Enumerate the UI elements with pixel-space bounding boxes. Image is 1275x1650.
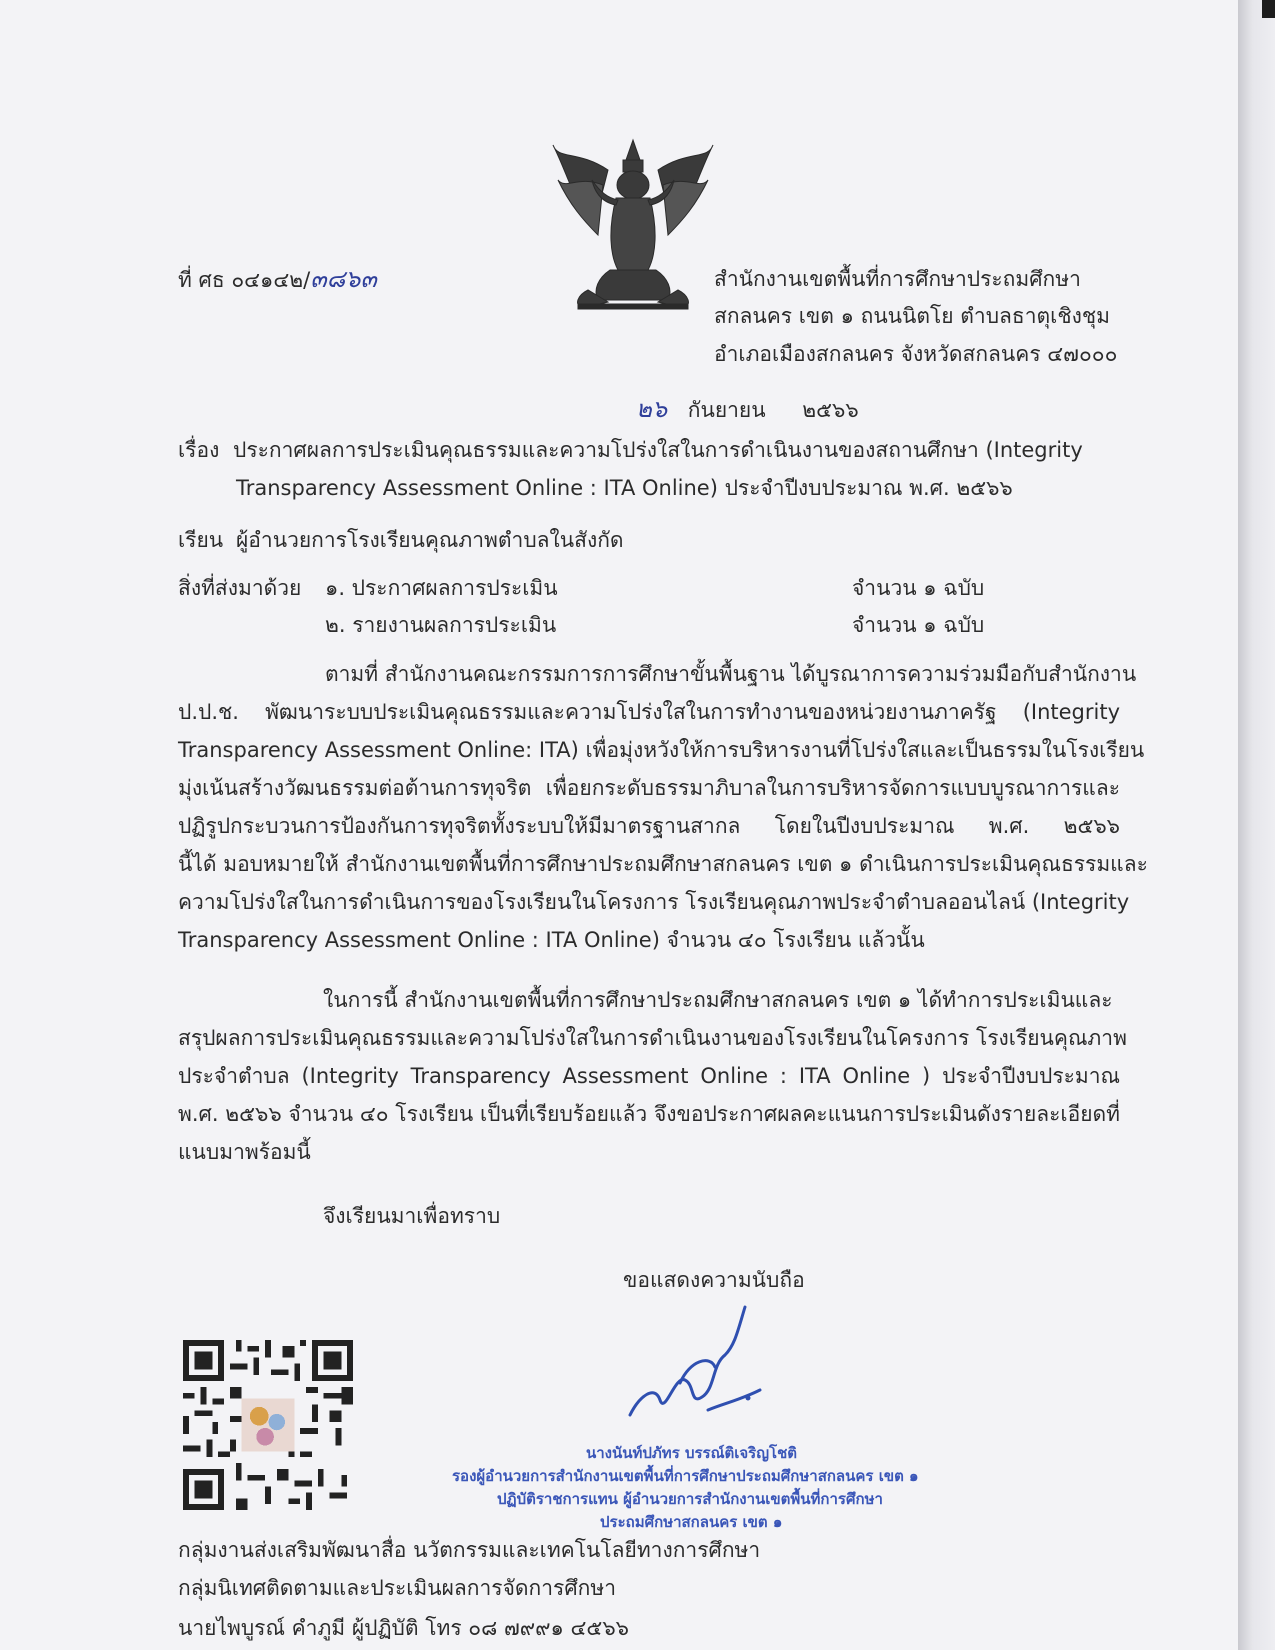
para1-line-1: ตามที่ สำนักงานคณะกรรมการการศึกษาขั้นพื้นฐาน ได้บูรณาการความร่วมมือกับสำนักงาน [325,662,1137,686]
para2-line-1: ในการนี้ สำนักงานเขตพื้นที่การศึกษาประถมศึกษาสกลนคร เขต ๑ ได้ทำการประเมินและ [323,988,1113,1012]
enclosure-item-1: ๑. ประกาศผลการประเมิน [325,576,558,600]
enclosure-qty-1: จำนวน ๑ ฉบับ [852,576,985,600]
enclosure-label: สิ่งที่ส่งมาด้วย [178,576,302,600]
garuda-emblem-icon [548,130,718,310]
handwritten-signature [620,1305,770,1435]
enclosure-item-2: ๒. รายงานผลการประเมิน [325,613,557,637]
para1-line-5: ปฏิรูปกระบวนการป้องกันการทุจริตทั้งระบบให้มีมาตรฐานสากล โดยในปีงบประมาณ พ.ศ. ๒๕๖๖ [178,814,1120,838]
office-address-line-1: สำนักงานเขตพื้นที่การศึกษาประถมศึกษา [714,267,1081,291]
reference-prefix: ที่ ศธ ๐๔๑๔๒/ [178,268,311,292]
para1-line-4: มุ่งเน้นสร้างวัฒนธรรมต่อต้านการทุจริต เพื่อยกระดับธรรมาภิบาลในการบริหารจัดการแบบบูรณาการและ [178,776,1120,800]
para2-line-3: ประจำตำบล (Integrity Transparency Assessment Online : ITA Online ) ประจำปีงบประมาณ [178,1064,1120,1088]
closing-text: จึงเรียนมาเพื่อทราบ [323,1204,501,1228]
signer-name: นางนันท์ปภัทร บรรณ์ติเจริญโชติ [586,1444,797,1462]
office-address-line-3: อำเภอเมืองสกลนคร จังหวัดสกลนคร ๔๗๐๐๐ [714,342,1118,366]
subject-line-2: Transparency Assessment Online : ITA Online) ประจำปีงบประมาณ พ.ศ. ๒๕๖๖ [236,476,1013,500]
to-text: ผู้อำนวยการโรงเรียนคุณภาพตำบลในสังกัด [236,528,624,552]
reference-number-handwritten: ๓๘๖๓ [310,265,377,293]
signer-position: รองผู้อำนวยการสำนักงานเขตพื้นที่การศึกษาประถมศึกษาสกลนคร เขต ๑ [452,1467,919,1485]
date-year: ๒๕๖๖ [802,398,859,422]
para1-line-6: นี้ได้ มอบหมายให้ สำนักงานเขตพื้นที่การศึกษาประถมศึกษาสกลนคร เขต ๑ ดำเนินการประเมินคุณธรรมและ [178,852,1148,876]
scanner-edge [1262,0,1275,18]
para1-line-2: ป.ป.ช. พัฒนาระบบประเมินคุณธรรมและความโปร่งใสในการทำงานของหน่วยงานภาครัฐ (Integrity [178,700,1120,724]
signer-acting-for: ปฏิบัติราชการแทน ผู้อำนวยการสำนักงานเขตพื้นที่การศึกษา [497,1490,883,1508]
footer-line-2: กลุ่มนิเทศติดตามและประเมินผลการจัดการศึกษา [178,1576,616,1600]
enclosure-qty-2: จำนวน ๑ ฉบับ [852,613,985,637]
regards-text: ขอแสดงความนับถือ [623,1268,805,1292]
para1-line-8: Transparency Assessment Online : ITA Online) จำนวน ๔๐ โรงเรียน แล้วนั้น [178,928,925,952]
date-day-handwritten: ๒๖ [636,395,668,423]
date-line [636,395,859,424]
para1-line-3: Transparency Assessment Online: ITA) เพื่อมุ่งหวังให้การบริหารงานที่โปร่งใสและเป็นธรรมในโรงเรียน [178,738,1145,762]
date-month: กันยายน [687,398,766,422]
signer-acting-office: ประถมศึกษาสกลนคร เขต ๑ [600,1513,783,1531]
footer-line-3: นายไพบูรณ์ คำภูมี ผู้ปฏิบัติ โทร ๐๘ ๗๙๙๑ ๔๕๖๖ [178,1616,629,1640]
subject-line-1: ประกาศผลการประเมินคุณธรรมและความโปร่งใสในการดำเนินงานของสถานศึกษา (Integrity [233,438,1083,462]
to-label: เรียน [178,528,224,552]
subject-label: เรื่อง [178,438,220,462]
para1-line-7: ความโปร่งใสในการดำเนินการของโรงเรียนในโครงการ โรงเรียนคุณภาพประจำตำบลออนไลน์ (Integrity [178,890,1130,914]
qr-code-icon [183,1340,353,1510]
reference-line [178,265,377,294]
para2-line-5: แนบมาพร้อมนี้ [178,1140,311,1164]
office-address-line-2: สกลนคร เขต ๑ ถนนนิตโย ตำบลธาตุเชิงชุม [714,304,1110,328]
page-edge-shadow [1238,0,1275,1650]
footer-line-1: กลุ่มงานส่งเสริมพัฒนาสื่อ นวัตกรรมและเทคโนโลยีทางการศึกษา [178,1538,761,1562]
para2-line-4: พ.ศ. ๒๕๖๖ จำนวน ๔๐ โรงเรียน เป็นที่เรียบร้อยแล้ว จึงขอประกาศผลคะแนนการประเมินดังรายละเอียดที่ [178,1102,1120,1126]
para2-line-2: สรุปผลการประเมินคุณธรรมและความโปร่งใสในการดำเนินงานของโรงเรียนในโครงการ โรงเรียนคุณภาพ [178,1026,1127,1050]
